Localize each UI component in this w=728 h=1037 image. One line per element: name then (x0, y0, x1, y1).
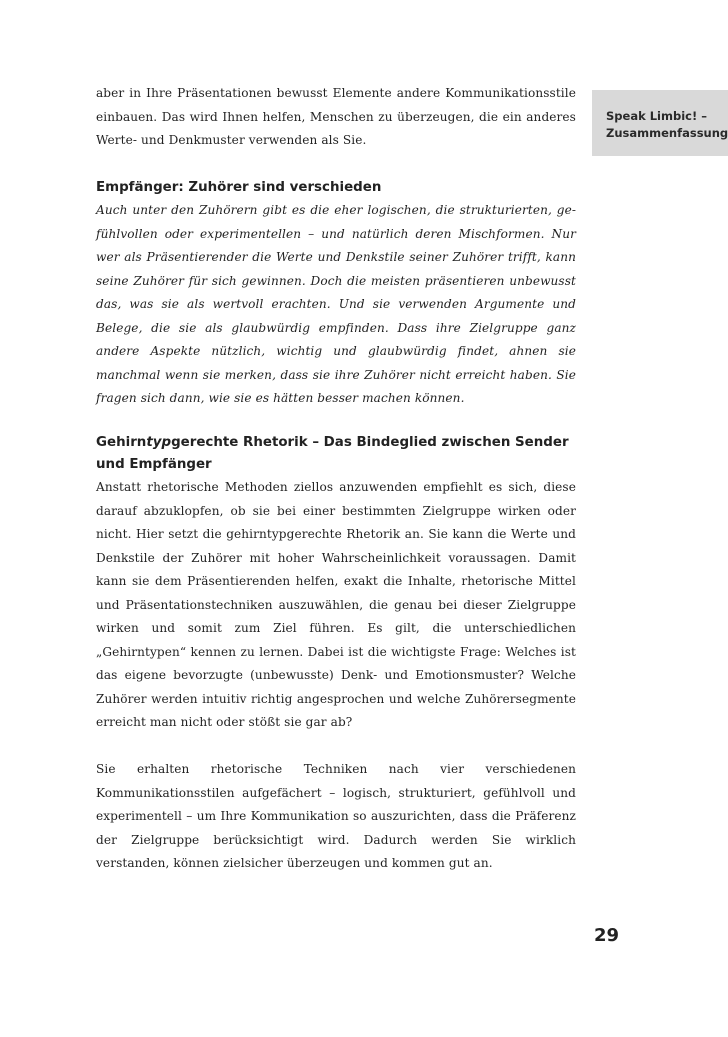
page-number: 29 (594, 925, 620, 946)
margin-note-line-1: Speak Limbic! – (606, 109, 707, 123)
margin-note-text (606, 108, 728, 142)
section-rhetoric (96, 432, 576, 876)
section-body-rhetoric-2: Sie erhalten rhetorische Techniken nach vier verschiedenen Kommunikationsstilen aufgefächert – logisch, strukturiert, gefühlvoll und experimentell – um Ihre Kommunikation so auszurichten, dass die Präferenz der Zielgruppe berücksichtigt wird. Dadurch werden Sie wirklich verstanden, können zielsicher überzeugen und kommen gut an. (96, 762, 576, 870)
section-receiver (96, 177, 576, 411)
section-body-receiver: Auch unter den Zuhörern gibt es die eher logischen, die strukturierten, gefühlvollen oder experimentellen – und natürlich deren Mischformen. Nur wer als Präsentierender die Werte und Denkstile seiner Zuhörer trifft, kann seine Zuhörer für sich gewinnen. Doch die meisten präsentieren unbewusst das, was sie als wertvoll erachten. Und sie verwenden Argumente und Belege, die sie als glaubwürdig empfinden. Dass ihre Zielgruppe ganz andere Aspekte nützlich, wichtig und glaubwürdig findet, ahnen sie manchmal wenn sie merken, dass sie ihre Zuhörer nicht erreicht haben. Sie fragen sich dann, wie sie es hätten besser machen können. (96, 203, 576, 405)
heading-part-3: gerechte Rhetorik – Das Bindeglied zwischen Sender und Empfänger (96, 435, 569, 472)
heading-part-2-italic: typ (146, 435, 172, 450)
heading-part-1: Gehirn (96, 435, 147, 450)
margin-note-box (592, 90, 728, 156)
section-body-rhetoric-1: Anstatt rhetorische Methoden ziellos anzuwenden empfiehlt es sich, diese darauf abzuklopfen, ob sie bei einer bestimmten Zielgruppe wirken oder nicht. Hier setzt die gehirntypgerechte Rhetorik an. Sie kann die Werte und Denkstile der Zuhörer mit hoher Wahrscheinlichkeit voraussagen. Damit kann sie dem Präsentierenden helfen, exakt die Inhalte, rhetorische Mittel und Präsentationstechniken auszuwählen, die genau bei dieser Zielgruppe wirken und somit zum Ziel führen. Es gilt, die unterschiedlichen „Gehirntypen“ kennen zu lernen. Dabei ist die wichtigste Frage: Welches ist das eigene bevorzugte (unbewusste) Denk- und Emotionsmuster? Welche Zuhörer werden intuitiv richtig angesprochen und welche Zuhörersegmente erreicht man nicht oder stößt sie gar ab? (96, 480, 576, 729)
margin-note-line-2: Zusammenfassung (606, 126, 728, 140)
section-heading-receiver: Empfänger: Zuhörer sind verschieden (96, 180, 382, 195)
intro-paragraph: aber in Ihre Präsentationen bewusst Elemente andere Kommunikationsstile einbauen. Das wird Ihnen helfen, Menschen zu überzeugen, die ein anderes Werte- und Denkmuster verwenden als Sie. (96, 86, 576, 147)
section-heading-rhetoric (96, 432, 576, 476)
intro-block (96, 82, 576, 153)
